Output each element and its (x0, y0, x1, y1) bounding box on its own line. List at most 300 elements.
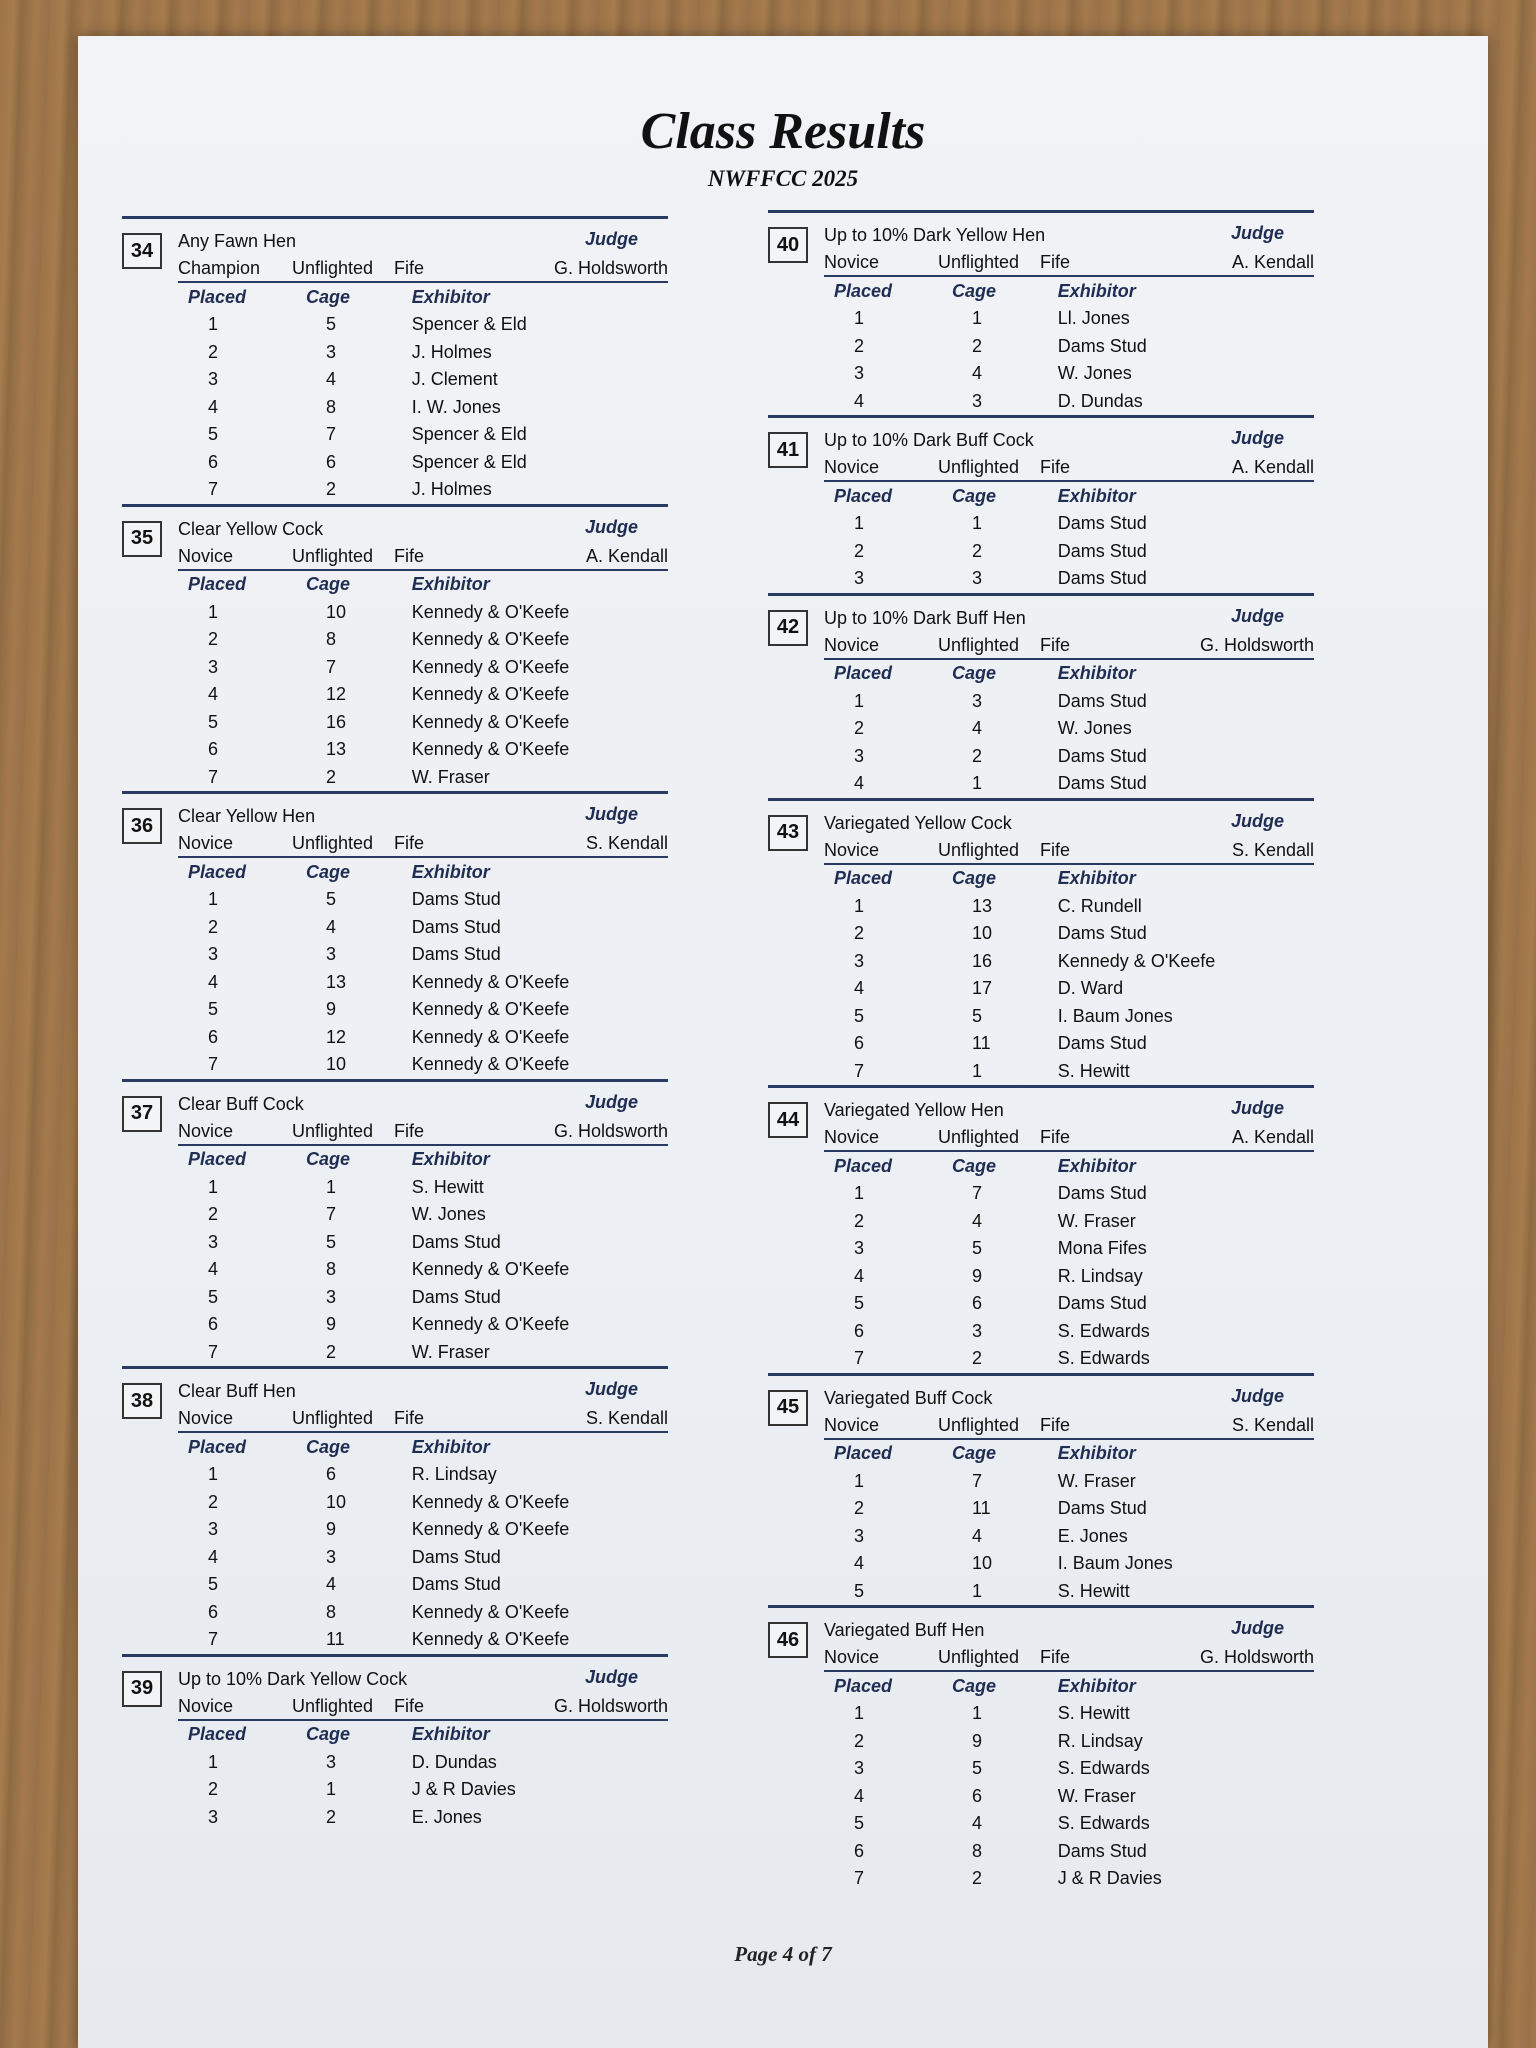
class-status: Unflighted (938, 1414, 1020, 1435)
exhibitor-cell: Kennedy & O'Keefe (411, 684, 570, 705)
placed-cell: 5 (208, 1574, 219, 1595)
exhibitor-cell: Dams Stud (411, 944, 501, 965)
table-row (824, 1865, 1314, 1893)
judge-name: G. Holdsworth (553, 1120, 668, 1141)
exhibitor-cell: W. Fraser (1057, 1470, 1136, 1491)
exhibitor-cell: D. Ward (1057, 978, 1124, 999)
results-header-row (178, 283, 668, 311)
class-variety: Fife (394, 1408, 425, 1428)
class-number: 43 (768, 815, 808, 851)
exhibitor-cell: D. Dundas (411, 1751, 497, 1772)
exhibitor-cell: W. Jones (1057, 718, 1132, 739)
exhibitor-cell: Ll. Jones (1057, 308, 1130, 329)
exhibitor-cell: Dams Stud (1057, 1293, 1147, 1314)
exhibitor-header: Exhibitor (411, 861, 490, 882)
placed-cell: 7 (208, 1629, 219, 1650)
exhibitor-cell: Kennedy & O'Keefe (411, 629, 570, 650)
placed-header: Placed (188, 574, 247, 594)
placed-header: Placed (834, 485, 893, 506)
cage-cell: 4 (326, 1574, 337, 1595)
cage-cell: 10 (972, 923, 993, 944)
placed-header: Placed (188, 1436, 247, 1457)
cage-cell: 1 (326, 1779, 337, 1800)
placed-cell: 5 (854, 1580, 865, 1601)
cage-cell: 4 (972, 1525, 983, 1546)
class-block (768, 1605, 1314, 1893)
table-row (824, 1838, 1314, 1866)
results-header-row (824, 1440, 1314, 1468)
results-table (824, 1152, 1314, 1373)
placed-cell: 3 (208, 1519, 219, 1540)
exhibitor-cell: Kennedy & O'Keefe (411, 711, 570, 732)
class-variety: Fife (1040, 634, 1071, 655)
judge-name: A. Kendall (1231, 1127, 1314, 1147)
table-row (178, 1024, 668, 1052)
exhibitor-cell: I. Baum Jones (1057, 1005, 1173, 1026)
table-row (824, 305, 1314, 333)
placed-cell: 5 (854, 1813, 865, 1834)
cage-cell: 2 (972, 745, 983, 766)
cage-cell: 7 (326, 656, 337, 677)
results-table (824, 482, 1314, 593)
exhibitor-cell: Kennedy & O'Keefe (411, 1491, 570, 1512)
cage-header: Cage (952, 1155, 997, 1176)
class-number: 45 (768, 1390, 808, 1426)
table-row (178, 394, 668, 422)
class-name: Variegated Yellow Hen (824, 1100, 1004, 1120)
exhibitor-cell: Dams Stud (1057, 335, 1147, 356)
placed-header: Placed (834, 1443, 893, 1463)
placed-cell: 1 (208, 1751, 219, 1772)
table-row (178, 1284, 668, 1312)
class-number: 44 (768, 1102, 808, 1138)
judge-name: G. Holdsworth (553, 258, 668, 278)
cage-cell: 4 (972, 363, 983, 384)
table-row (824, 893, 1314, 921)
cage-cell: 2 (326, 1341, 337, 1362)
results-table (824, 1672, 1314, 1893)
table-row (178, 1229, 668, 1257)
table-row (178, 1544, 668, 1572)
table-row (178, 996, 668, 1024)
cage-cell: 6 (972, 1293, 983, 1314)
exhibitor-cell: Kennedy & O'Keefe (411, 1629, 570, 1650)
exhibitor-cell: S. Edwards (1057, 1320, 1150, 1341)
cage-cell: 10 (326, 1491, 347, 1512)
placed-cell: 4 (854, 1265, 865, 1286)
class-section: Novice (824, 1647, 880, 1667)
cage-cell: 1 (972, 1580, 983, 1601)
table-row (178, 421, 668, 449)
class-block (122, 1079, 668, 1367)
judge-label: Judge (584, 1091, 638, 1112)
class-section: Novice (824, 839, 880, 860)
placed-header: Placed (834, 663, 893, 683)
class-status: Unflighted (292, 258, 374, 278)
cage-cell: 10 (326, 601, 347, 622)
class-section: Novice (178, 545, 234, 566)
class-variety: Fife (1040, 457, 1071, 477)
placed-cell: 7 (208, 1054, 219, 1075)
cage-cell: 1 (972, 1703, 983, 1724)
judge-label: Judge (1230, 1385, 1284, 1406)
table-row (178, 1489, 668, 1517)
class-header (768, 418, 1314, 480)
cage-cell: 10 (326, 1054, 347, 1075)
placed-cell: 5 (208, 711, 219, 732)
placed-cell: 7 (854, 1348, 865, 1369)
placed-cell: 6 (208, 1026, 219, 1047)
class-section: Novice (824, 634, 880, 655)
placed-cell: 1 (854, 1470, 865, 1491)
exhibitor-header: Exhibitor (411, 286, 490, 307)
class-variety: Fife (394, 833, 425, 853)
exhibitor-cell: Kennedy & O'Keefe (411, 971, 570, 992)
cage-cell: 7 (972, 1470, 983, 1491)
cage-cell: 3 (326, 341, 337, 362)
table-row (178, 1256, 668, 1284)
exhibitor-cell: Kennedy & O'Keefe (411, 1259, 570, 1280)
cage-cell: 3 (326, 1751, 337, 1772)
placed-cell: 7 (854, 1060, 865, 1081)
class-header (768, 596, 1314, 658)
placed-cell: 1 (854, 1703, 865, 1724)
cage-cell: 2 (972, 1868, 983, 1889)
placed-cell: 6 (854, 1320, 865, 1341)
table-row (824, 1263, 1314, 1291)
exhibitor-cell: Dams Stud (411, 1231, 501, 1252)
cage-cell: 1 (972, 773, 983, 794)
judge-label: Judge (1230, 1618, 1284, 1638)
placed-cell: 3 (854, 568, 865, 589)
exhibitor-cell: I. W. Jones (411, 396, 501, 417)
table-row (178, 736, 668, 764)
judge-name: A. Kendall (585, 545, 668, 566)
cage-cell: 3 (326, 944, 337, 965)
cage-header: Cage (306, 286, 351, 307)
exhibitor-cell: Dams Stud (1057, 568, 1147, 589)
exhibitor-cell: Dams Stud (1057, 1840, 1147, 1861)
placed-cell: 4 (208, 1546, 219, 1567)
exhibitor-cell: Kennedy & O'Keefe (411, 739, 570, 760)
class-number: 41 (768, 432, 808, 468)
cage-header: Cage (306, 1149, 351, 1169)
table-row (824, 1180, 1314, 1208)
class-number: 38 (122, 1383, 162, 1419)
exhibitor-cell: S. Edwards (1057, 1813, 1150, 1834)
cage-cell: 5 (972, 1758, 983, 1779)
cage-cell: 7 (326, 424, 337, 445)
placed-cell: 1 (208, 601, 219, 622)
cage-cell: 4 (972, 1813, 983, 1834)
class-number: 37 (122, 1096, 162, 1132)
cage-cell: 8 (326, 1601, 337, 1622)
class-block (768, 210, 1314, 415)
table-row (824, 1003, 1314, 1031)
cage-cell: 2 (972, 335, 983, 356)
placed-cell: 4 (854, 978, 865, 999)
table-row (178, 1339, 668, 1367)
cage-cell: 7 (972, 1183, 983, 1204)
placed-cell: 5 (208, 1286, 219, 1307)
table-row (824, 1318, 1314, 1346)
table-row (178, 681, 668, 709)
placed-cell: 5 (208, 999, 219, 1020)
cage-cell: 9 (326, 999, 337, 1020)
placed-header: Placed (188, 1724, 247, 1744)
class-status: Unflighted (292, 833, 374, 853)
cage-cell: 8 (326, 1259, 337, 1280)
table-row (824, 715, 1314, 743)
class-variety: Fife (1040, 839, 1071, 860)
judge-name: A. Kendall (1231, 457, 1314, 477)
exhibitor-cell: W. Fraser (411, 766, 490, 787)
class-variety: Fife (1040, 1414, 1071, 1435)
placed-cell: 3 (854, 950, 865, 971)
cage-header: Cage (952, 1675, 997, 1696)
cage-cell: 16 (972, 950, 993, 971)
exhibitor-cell: Kennedy & O'Keefe (411, 1054, 570, 1075)
page-number: Page 4 of 7 (734, 1942, 832, 1966)
placed-cell: 1 (208, 889, 219, 910)
cage-cell: 6 (326, 451, 337, 472)
placed-cell: 4 (854, 1785, 865, 1806)
placed-cell: 4 (208, 971, 219, 992)
placed-cell: 4 (854, 773, 865, 794)
placed-cell: 1 (208, 1176, 219, 1197)
judge-label: Judge (1230, 810, 1284, 831)
class-status: Unflighted (938, 1647, 1020, 1667)
class-number: 46 (768, 1622, 808, 1658)
cage-cell: 4 (326, 369, 337, 390)
placed-cell: 5 (854, 1293, 865, 1314)
table-row (824, 688, 1314, 716)
cage-cell: 11 (326, 1629, 345, 1650)
left-column (122, 216, 668, 1831)
results-header-row (824, 865, 1314, 893)
cage-cell: 12 (326, 1026, 347, 1047)
placed-cell: 1 (208, 314, 219, 335)
placed-cell: 1 (854, 513, 865, 534)
class-name: Variegated Yellow Cock (824, 812, 1012, 833)
exhibitor-cell: Spencer & Eld (411, 314, 527, 335)
exhibitor-cell: Dams Stud (411, 1286, 501, 1307)
class-header (122, 219, 668, 281)
exhibitor-cell: Dams Stud (1057, 1033, 1147, 1054)
cage-cell: 8 (972, 1840, 983, 1861)
class-block (768, 1085, 1314, 1373)
cage-cell: 4 (972, 1210, 983, 1231)
placed-cell: 6 (208, 739, 219, 760)
judge-label: Judge (584, 1379, 638, 1399)
exhibitor-cell: W. Fraser (1057, 1785, 1136, 1806)
placed-cell: 1 (854, 1183, 865, 1204)
class-block (122, 504, 668, 792)
judge-label: Judge (584, 516, 638, 537)
exhibitor-cell: Dams Stud (1057, 745, 1147, 766)
table-row (824, 1058, 1314, 1086)
table-row (178, 476, 668, 504)
cage-cell: 5 (326, 1231, 337, 1252)
exhibitor-cell: R. Lindsay (1057, 1730, 1143, 1751)
table-row (178, 1749, 668, 1777)
cage-cell: 8 (326, 396, 337, 417)
placed-cell: 2 (208, 1491, 219, 1512)
table-row (178, 366, 668, 394)
class-header (768, 1088, 1314, 1150)
exhibitor-header: Exhibitor (411, 1149, 490, 1169)
class-block (122, 1654, 668, 1832)
cage-cell: 3 (972, 690, 983, 711)
exhibitor-cell: Kennedy & O'Keefe (411, 1026, 570, 1047)
exhibitor-cell: Dams Stud (411, 1546, 501, 1567)
results-table (178, 1433, 668, 1654)
class-block (768, 798, 1314, 1086)
exhibitor-cell: Dams Stud (1057, 513, 1147, 534)
cage-header: Cage (306, 574, 351, 594)
table-row (824, 388, 1314, 416)
exhibitor-cell: Kennedy & O'Keefe (411, 999, 570, 1020)
placed-cell: 5 (208, 424, 219, 445)
placed-cell: 6 (854, 1033, 865, 1054)
class-variety: Fife (1040, 252, 1071, 272)
class-header (768, 1608, 1314, 1670)
exhibitor-header: Exhibitor (1057, 485, 1136, 506)
placed-cell: 5 (854, 1005, 865, 1026)
exhibitor-header: Exhibitor (1057, 280, 1136, 301)
cage-cell: 17 (972, 978, 993, 999)
class-variety: Fife (1040, 1127, 1071, 1147)
cage-cell: 9 (972, 1730, 983, 1751)
placed-cell: 3 (854, 745, 865, 766)
table-row (178, 1051, 668, 1079)
placed-cell: 6 (854, 1840, 865, 1861)
table-row (824, 1700, 1314, 1728)
placed-cell: 3 (208, 1231, 219, 1252)
class-variety: Fife (394, 1695, 425, 1716)
table-row (178, 1201, 668, 1229)
class-block (768, 415, 1314, 593)
class-status: Unflighted (292, 545, 374, 566)
class-name: Up to 10% Dark Buff Cock (824, 430, 1034, 450)
judge-name: S. Kendall (585, 1408, 668, 1428)
class-section: Novice (824, 457, 880, 477)
class-section: Novice (824, 252, 880, 272)
table-row (824, 1523, 1314, 1551)
cage-cell: 2 (326, 766, 337, 787)
results-table (824, 277, 1314, 415)
class-name: Clear Yellow Hen (178, 806, 316, 826)
table-row (178, 1776, 668, 1804)
placed-cell: 2 (208, 629, 219, 650)
exhibitor-cell: W. Fraser (1057, 1210, 1136, 1231)
placed-cell: 3 (854, 1758, 865, 1779)
placed-cell: 2 (854, 923, 865, 944)
table-row (178, 1571, 668, 1599)
table-row (178, 626, 668, 654)
table-row (178, 764, 668, 792)
results-header-row (824, 482, 1314, 510)
exhibitor-cell: Mona Fifes (1057, 1238, 1147, 1259)
placed-cell: 3 (208, 1806, 219, 1827)
cage-header: Cage (952, 280, 997, 301)
cage-cell: 3 (972, 568, 983, 589)
results-header-row (824, 660, 1314, 688)
cage-cell: 9 (326, 1314, 337, 1335)
table-row (824, 1290, 1314, 1318)
exhibitor-cell: Kennedy & O'Keefe (411, 656, 570, 677)
class-section: Novice (824, 1414, 880, 1435)
class-block (122, 791, 668, 1079)
results-header-row (824, 277, 1314, 305)
exhibitor-header: Exhibitor (1057, 1675, 1136, 1696)
table-row (824, 510, 1314, 538)
table-row (824, 920, 1314, 948)
table-row (178, 599, 668, 627)
exhibitor-cell: S. Hewitt (411, 1176, 484, 1197)
results-table (178, 1146, 668, 1367)
results-header-row (178, 1146, 668, 1174)
cage-cell: 2 (326, 1806, 337, 1827)
exhibitor-cell: S. Hewitt (1057, 1580, 1130, 1601)
class-section: Novice (824, 1127, 880, 1147)
exhibitor-cell: W. Fraser (411, 1341, 490, 1362)
placed-cell: 2 (854, 1210, 865, 1231)
exhibitor-cell: Kennedy & O'Keefe (411, 1519, 570, 1540)
class-status: Unflighted (938, 839, 1020, 860)
results-table (178, 571, 668, 792)
exhibitor-cell: W. Jones (1057, 363, 1132, 384)
class-name: Any Fawn Hen (178, 231, 297, 251)
exhibitor-cell: Kennedy & O'Keefe (411, 1601, 570, 1622)
exhibitor-header: Exhibitor (1057, 1443, 1136, 1463)
placed-cell: 7 (208, 1341, 219, 1362)
cage-cell: 1 (326, 1176, 337, 1197)
placed-cell: 3 (208, 369, 219, 390)
cage-cell: 13 (972, 895, 993, 916)
results-table (824, 1440, 1314, 1606)
placed-cell: 3 (854, 363, 865, 384)
table-row (824, 1208, 1314, 1236)
cage-cell: 1 (972, 1060, 983, 1081)
placed-header: Placed (834, 868, 893, 888)
results-header-row (824, 1152, 1314, 1180)
class-name: Variegated Buff Cock (824, 1387, 993, 1408)
results-header-row (178, 1721, 668, 1749)
table-row (178, 1174, 668, 1202)
table-row (824, 1783, 1314, 1811)
table-row (824, 565, 1314, 593)
exhibitor-cell: J. Clement (411, 369, 498, 390)
table-row (178, 969, 668, 997)
placed-cell: 7 (208, 479, 219, 500)
class-number: 36 (122, 808, 162, 844)
exhibitor-cell: E. Jones (411, 1806, 482, 1827)
placed-cell: 2 (854, 540, 865, 561)
table-row (178, 1516, 668, 1544)
placed-cell: 4 (208, 684, 219, 705)
class-status: Unflighted (938, 634, 1020, 655)
placed-cell: 2 (854, 1730, 865, 1751)
exhibitor-cell: S. Hewitt (1057, 1060, 1130, 1081)
results-table (178, 1721, 668, 1832)
table-row (178, 914, 668, 942)
table-row (824, 1550, 1314, 1578)
placed-cell: 2 (208, 1204, 219, 1225)
cage-cell: 5 (326, 889, 337, 910)
cage-cell: 2 (972, 540, 983, 561)
cage-cell: 9 (326, 1519, 337, 1540)
